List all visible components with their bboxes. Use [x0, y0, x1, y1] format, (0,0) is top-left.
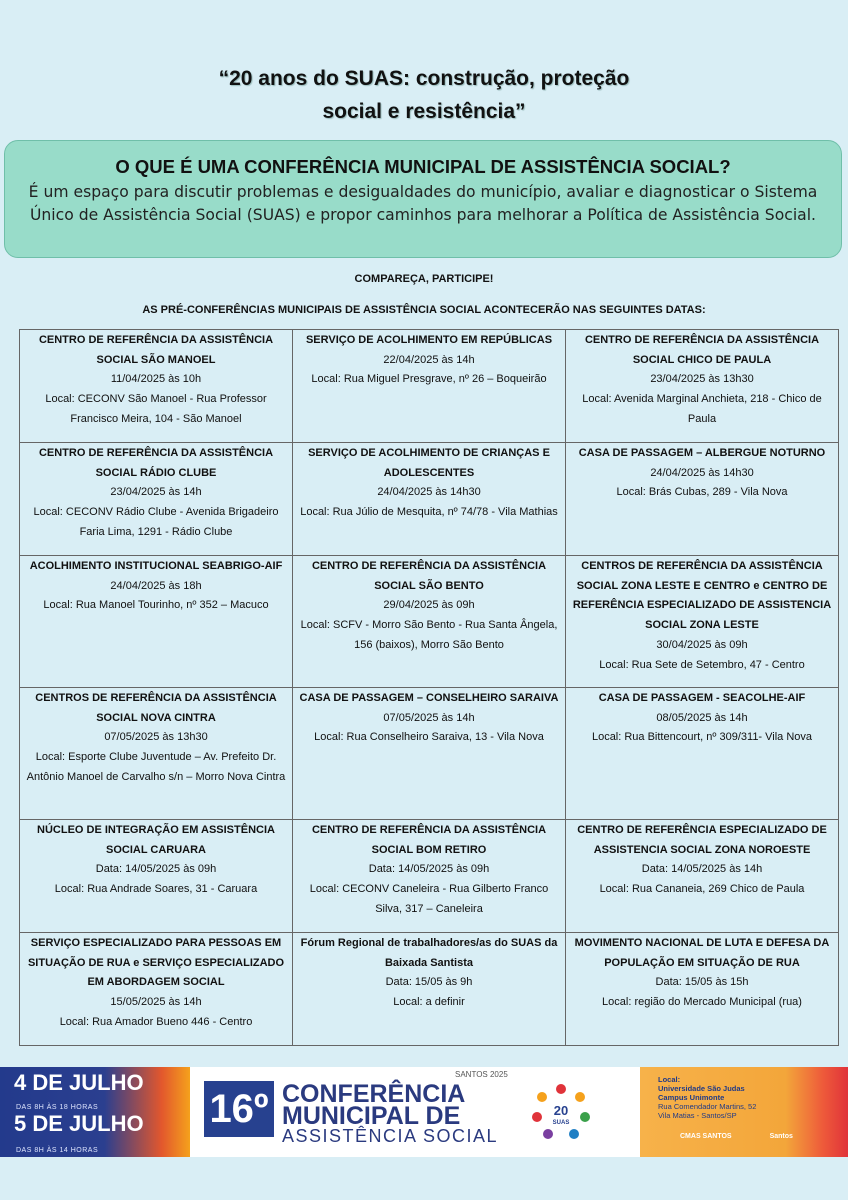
event-cell — [293, 820, 566, 933]
event-name: CENTRO DE REFERÊNCIA DA ASSISTÊNCIA SOCIAL SÃO MANOEL — [38, 334, 274, 366]
event-date: 24/04/2025 às 14h30 — [650, 466, 754, 479]
event-name: CENTRO DE REFERÊNCIA ESPECIALIZADO DE ASSISTENCIA SOCIAL ZONA NOROESTE — [577, 824, 827, 856]
event-name: CASA DE PASSAGEM – ALBERGUE NOTURNO — [578, 447, 826, 459]
event-cell — [293, 688, 566, 820]
event-date: 23/04/2025 às 14h — [110, 486, 202, 499]
event-location: Local: Rua Cananeia, 269 Chico de Paula — [599, 883, 805, 896]
event-name: CASA DE PASSAGEM - SEACOLHE-AIF — [598, 692, 806, 704]
intro-heading: O QUE É UMA CONFERÊNCIA MUNICIPAL DE ASSISTÊNCIA SOCIAL? — [115, 156, 731, 177]
banner-title-line-2: MUNICIPAL DE — [282, 1102, 461, 1130]
event-name: SERVIÇO DE ACOLHIMENTO EM REPÚBLICAS — [305, 334, 553, 346]
event-cell — [566, 933, 839, 1046]
event-cell — [293, 330, 566, 443]
schedule-table — [19, 329, 839, 1046]
schedule-row — [20, 820, 839, 933]
svg-text:SUAS: SUAS — [552, 1120, 570, 1126]
banner-edition-number: 16º — [204, 1081, 274, 1137]
event-date: 24/04/2025 às 14h30 — [377, 486, 481, 499]
event-date: 24/04/2025 às 18h — [110, 579, 202, 592]
event-cell — [566, 330, 839, 443]
event-name: CENTROS DE REFERÊNCIA DA ASSISTÊNCIA SOCIAL ZONA LESTE E CENTRO e CENTRO DE REFERÊNCIA ESPECIALIZADO DE ASSISTENCIA SOCIAL ZONA LESTE — [572, 560, 832, 632]
event-location: Local: região do Mercado Municipal (rua) — [602, 996, 802, 1009]
event-date: Data: 15/05 às 15h — [655, 976, 749, 989]
event-cell — [20, 820, 293, 933]
title-line-2: social e resistência” — [322, 100, 526, 123]
event-date: 11/04/2025 às 10h — [110, 373, 202, 386]
event-date: 08/05/2025 às 14h — [656, 711, 748, 724]
event-location: Local: CECONV Rádio Clube - Avenida Brigadeiro Faria Lima, 1291 - Rádio Clube — [33, 506, 279, 538]
banner-org-logos — [680, 1133, 829, 1140]
event-banner — [0, 1067, 848, 1157]
event-name: NÚCLEO DE INTEGRAÇÃO EM ASSISTÊNCIA SOCIAL CARUARA — [37, 824, 275, 856]
svg-text:20: 20 — [553, 1103, 569, 1118]
schedule-row — [20, 443, 839, 556]
event-location: Local: SCFV - Morro São Bento - Rua Santa Ângela, 156 (baixos), Morro São Bento — [300, 619, 558, 651]
event-date: 15/05/2025 às 14h — [110, 996, 202, 1009]
location-line-1: Universidade São Judas — [658, 1084, 745, 1093]
event-name: ACOLHIMENTO INSTITUCIONAL SEABRIGO-AIF — [29, 560, 283, 572]
location-line-3: Rua Comendador Martins, 52 — [658, 1102, 757, 1111]
intro-box — [4, 140, 842, 258]
event-location: Local: Rua Manoel Tourinho, nº 352 – Macuco — [43, 599, 269, 612]
call-to-action: COMPAREÇA, PARTICIPE! — [354, 273, 494, 285]
location-line-2: Campus Unimonte — [658, 1093, 725, 1102]
banner-title-line-3: ASSISTÊNCIA SOCIAL — [282, 1126, 499, 1146]
event-date: Data: 15/05 às 9h — [385, 976, 473, 989]
event-location: Local: Rua Amador Bueno 446 - Centro — [59, 1015, 253, 1028]
event-name: CENTRO DE REFERÊNCIA DA ASSISTÊNCIA SOCIAL SÃO BENTO — [311, 560, 547, 592]
event-cell — [566, 443, 839, 556]
event-cell — [566, 820, 839, 933]
schedule-row — [20, 933, 839, 1046]
event-location: Local: Rua Conselheiro Saraiva, 13 - Vila Nova — [314, 731, 544, 744]
banner-title-area — [200, 1067, 640, 1157]
event-date: Data: 14/05/2025 às 09h — [95, 863, 217, 876]
banner-date-2-hours: DAS 8H ÀS 14 HORAS — [16, 1147, 99, 1154]
schedule-subheading: AS PRÉ-CONFERÊNCIAS MUNICIPAIS DE ASSISTÊNCIA SOCIAL ACONTECERÃO NAS SEGUINTES DATAS: — [142, 304, 706, 316]
event-name: CENTRO DE REFERÊNCIA DA ASSISTÊNCIA SOCIAL CHICO DE PAULA — [584, 334, 820, 366]
event-location: Local: Rua Sete de Setembro, 47 - Centro — [599, 658, 805, 671]
event-name: SERVIÇO DE ACOLHIMENTO DE CRIANÇAS E ADOLESCENTES — [308, 447, 550, 479]
location-label: Local: — [658, 1075, 681, 1084]
event-location: Local: Rua Andrade Soares, 31 - Caruara — [54, 883, 258, 896]
schedule-row — [20, 688, 839, 820]
event-name: SERVIÇO ESPECIALIZADO PARA PESSOAS EM SITUAÇÃO DE RUA e SERVIÇO ESPECIALIZADO EM ABORDAGEM SOCIAL — [27, 937, 285, 989]
event-cell — [566, 688, 839, 820]
event-cell — [20, 443, 293, 556]
event-cell — [20, 330, 293, 443]
event-location: Local: Esporte Clube Juventude – Av. Prefeito Dr. Antônio Manoel de Carvalho s/n – Morro Nova Cintra — [26, 751, 286, 783]
event-cell — [566, 556, 839, 688]
event-date: Data: 14/05/2025 às 09h — [368, 863, 490, 876]
event-date: Data: 14/05/2025 às 14h — [641, 863, 763, 876]
event-date: 23/04/2025 às 13h30 — [650, 373, 754, 386]
event-location: Local: a definir — [393, 996, 465, 1009]
event-cell — [20, 556, 293, 688]
banner-dates — [0, 1067, 190, 1157]
event-location: Local: Rua Bittencourt, nº 309/311- Vila Nova — [591, 731, 813, 744]
schedule-row — [20, 556, 839, 688]
event-name: MOVIMENTO NACIONAL DE LUTA E DEFESA DA POPULAÇÃO EM SITUAÇÃO DE RUA — [574, 937, 830, 969]
event-location: Local: CECONV São Manoel - Rua Professor Francisco Meira, 104 - São Manoel — [45, 393, 267, 425]
event-location: Local: Rua Júlio de Mesquita, nº 74/78 - Vila Mathias — [300, 506, 558, 519]
event-date: 30/04/2025 às 09h — [656, 638, 748, 651]
event-cell — [20, 688, 293, 820]
banner-location — [640, 1067, 848, 1157]
event-name: CASA DE PASSAGEM – CONSELHEIRO SARAIVA — [299, 692, 559, 704]
banner-location-text — [658, 1075, 806, 1120]
event-date: 07/05/2025 às 13h30 — [104, 731, 208, 744]
event-location: Local: Rua Miguel Presgrave, nº 26 – Boqueirão — [311, 373, 547, 386]
event-cell — [293, 556, 566, 688]
banner-city-year: SANTOS 2025 — [455, 1070, 508, 1079]
event-name: CENTRO DE REFERÊNCIA DA ASSISTÊNCIA SOCIAL BOM RETIRO — [311, 824, 547, 856]
banner-date-1: 4 DE JULHO — [14, 1070, 144, 1095]
page-title — [0, 62, 848, 128]
intro-text: É um espaço para discutir problemas e desigualdades do município, avaliar e diagnosticar o Sistema Único de Assistência Social (SUAS) e propor caminhos para melhorar a Política de Assistência Social. — [28, 183, 818, 224]
event-name: CENTROS DE REFERÊNCIA DA ASSISTÊNCIA SOCIAL NOVA CINTRA — [35, 692, 277, 724]
event-cell — [293, 443, 566, 556]
event-location: Local: Brás Cubas, 289 - Vila Nova — [616, 486, 788, 499]
event-date: 29/04/2025 às 09h — [383, 599, 475, 612]
suas-20-anos-logo — [530, 1081, 592, 1143]
banner-date-2: 5 DE JULHO — [14, 1111, 144, 1136]
event-cell — [20, 933, 293, 1046]
event-location: Local: Avenida Marginal Anchieta, 218 - Chico de Paula — [582, 393, 822, 425]
event-name: Fórum Regional de trabalhadores/as do SUAS da Baixada Santista — [300, 937, 558, 969]
event-date: 22/04/2025 às 14h — [383, 353, 475, 366]
event-date: 07/05/2025 às 14h — [383, 711, 475, 724]
schedule-row — [20, 330, 839, 443]
event-cell — [293, 933, 566, 1046]
banner-date-1-hours: DAS 8H ÀS 18 HORAS — [16, 1104, 99, 1111]
event-name: CENTRO DE REFERÊNCIA DA ASSISTÊNCIA SOCIAL RÁDIO CLUBE — [38, 447, 274, 479]
location-line-4: Vila Matias - Santos/SP — [658, 1111, 737, 1120]
title-line-1: “20 anos do SUAS: construção, proteção — [218, 67, 630, 90]
cmas-logo: CMAS SANTOS — [680, 1133, 732, 1140]
event-location: Local: CECONV Caneleira - Rua Gilberto Franco Silva, 317 – Caneleira — [309, 883, 549, 915]
santos-logo: Santos — [769, 1133, 793, 1140]
banner-title-line-1: CONFERÊNCIA — [282, 1080, 466, 1108]
